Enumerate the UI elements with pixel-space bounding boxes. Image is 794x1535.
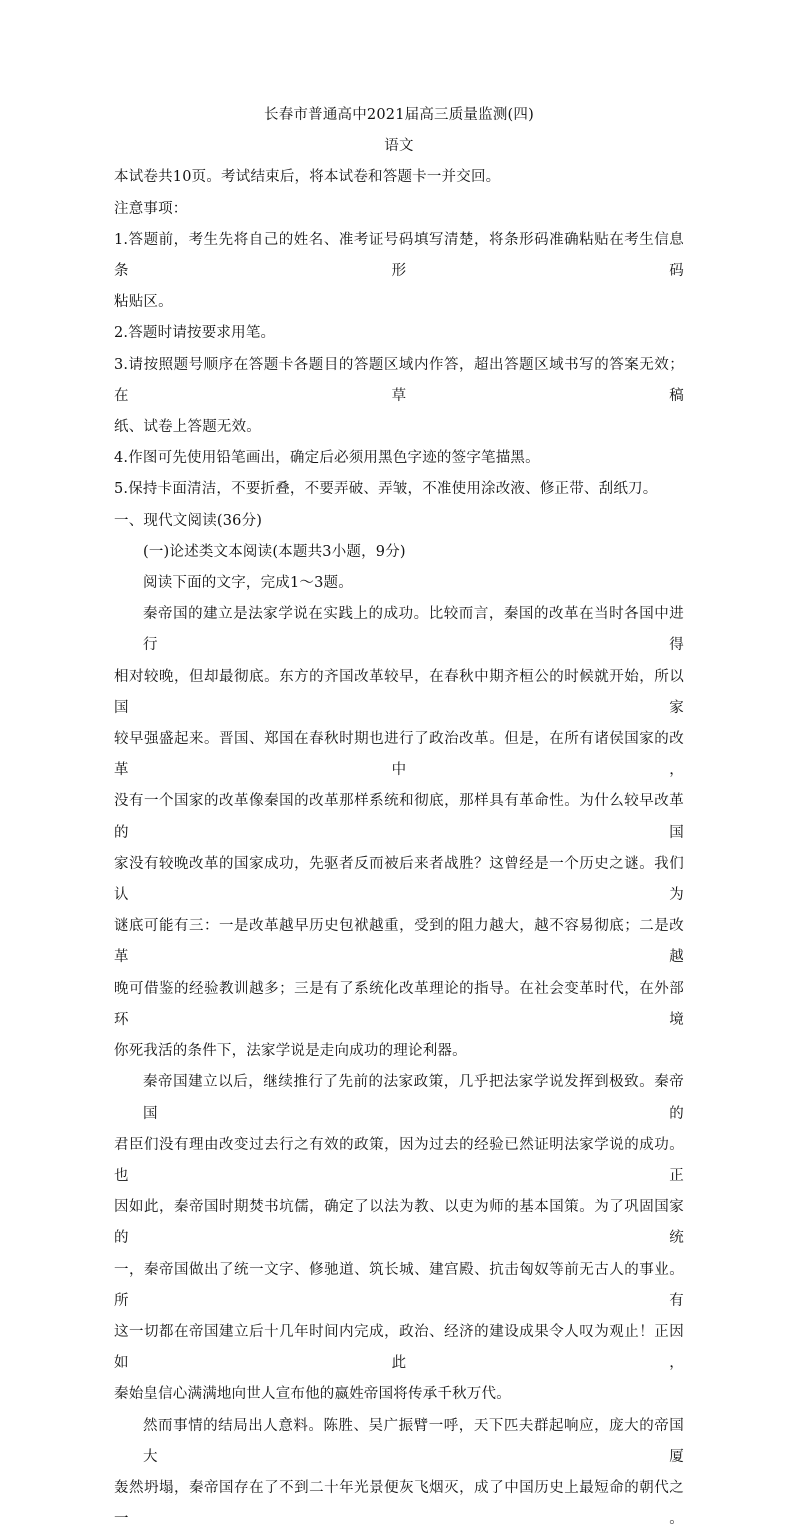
notice-item-1-cont: 粘贴区。 — [114, 294, 173, 311]
section-instruction: 阅读下面的文字，完成1～3题。 — [143, 575, 353, 592]
notice-item-5: 5.保持卡面清洁，不要折叠，不要弄破、弄皱，不准使用涂改液、修正带、刮纸刀。 — [114, 481, 658, 498]
notice-item-3-cont: 纸、试卷上答题无效。 — [114, 419, 261, 436]
passage-line: 秦帝国建立以后，继续推行了先前的法家政策，几乎把法家学说发挥到极致。秦帝国的 — [143, 1074, 684, 1122]
notice-heading: 注意事项： — [114, 200, 188, 217]
section-subheading: (一)论述类文本阅读(本题共3小题，9分) — [143, 543, 406, 560]
passage-line: 一，秦帝国做出了统一文字、修驰道、筑长城、建宫殿、抗击匈奴等前无古人的事业。所有 — [114, 1261, 684, 1309]
passage-paragraph-1 — [114, 599, 684, 1067]
passage-line: 秦始皇信心满满地向世人宣布他的嬴姓帝国将传承千秋万代。 — [114, 1386, 511, 1403]
passage-line: 你死我活的条件下，法家学说是走向成功的理论利器。 — [114, 1043, 467, 1060]
passage-line: 相对较晚，但却最彻底。东方的齐国改革较早，在春秋中期齐桓公的时候就开始，所以国家 — [114, 668, 684, 716]
passage-line: 家没有较晚改革的国家成功，先驱者反而被后来者战胜？这曾经是一个历史之谜。我们认为 — [114, 855, 684, 904]
passage-line: 然而事情的结局出人意料。陈胜、吴广振臂一呼，天下匹夫群起响应，庞大的帝国大厦 — [143, 1417, 684, 1465]
passage-line: 晚可借鉴的经验教训越多；三是有了系统化改革理论的指导。在社会变革时代，在外部环境 — [114, 980, 684, 1028]
passage-line: 因如此，秦帝国时期焚书坑儒，确定了以法为教、以吏为师的基本国策。为了巩固国家的统 — [114, 1199, 684, 1247]
passage-line: 没有一个国家的改革像秦国的改革那样系统和彻底，那样具有革命性。为什么较早改革的国 — [114, 793, 684, 841]
notice-item-3: 3.请按照题号顺序在答题卡各题目的答题区域内作答，超出答题区域书写的答案无效；在草稿 — [114, 356, 684, 404]
passage-line: 较早强盛起来。晋国、郑国在春秋时期也进行了政治改革。但是，在所有诸侯国家的改革中， — [114, 731, 684, 779]
notice-item-2: 2.答题时请按要求用笔。 — [114, 325, 276, 342]
passage-paragraph-2 — [114, 1067, 684, 1410]
exam-page — [114, 100, 684, 1535]
exam-title: 长春市普通高中2021届高三质量监测(四) — [264, 107, 534, 123]
passage-line: 谜底可能有三：一是改革越早历史包袱越重，受到的阻力越大，越不容易彻底；二是改革越 — [114, 918, 684, 966]
passage-paragraph-3 — [114, 1411, 684, 1535]
passage-line: 这一切都在帝国建立后十几年时间内完成，政治、经济的建设成果令人叹为观止！正因如此， — [114, 1323, 684, 1372]
pages-note: 本试卷共10页。考试结束后，将本试卷和答题卡一并交回。 — [114, 169, 501, 186]
notice-item-1: 1.答题前，考生先将自己的姓名、准考证号码填写清楚，将条形码准确粘贴在考生信息条形码 — [114, 231, 684, 280]
passage-line: 君臣们没有理由改变过去行之有效的政策，因为过去的经验已然证明法家学说的成功。也正 — [114, 1136, 684, 1184]
notice-item-4: 4.作图可先使用铅笔画出，确定后必须用黑色字迹的签字笔描黑。 — [114, 450, 540, 467]
subject-title: 语文 — [384, 138, 414, 155]
passage-line: 秦帝国的建立是法家学说在实践上的成功。比较而言，秦国的改革在当时各国中进行得 — [143, 606, 684, 654]
passage-line: 轰然坍塌，秦帝国存在了不到二十年光景便灰飞烟灭，成了中国历史上最短命的朝代之一。 — [114, 1479, 684, 1528]
section-heading: 一、现代文阅读(36分) — [114, 512, 263, 529]
